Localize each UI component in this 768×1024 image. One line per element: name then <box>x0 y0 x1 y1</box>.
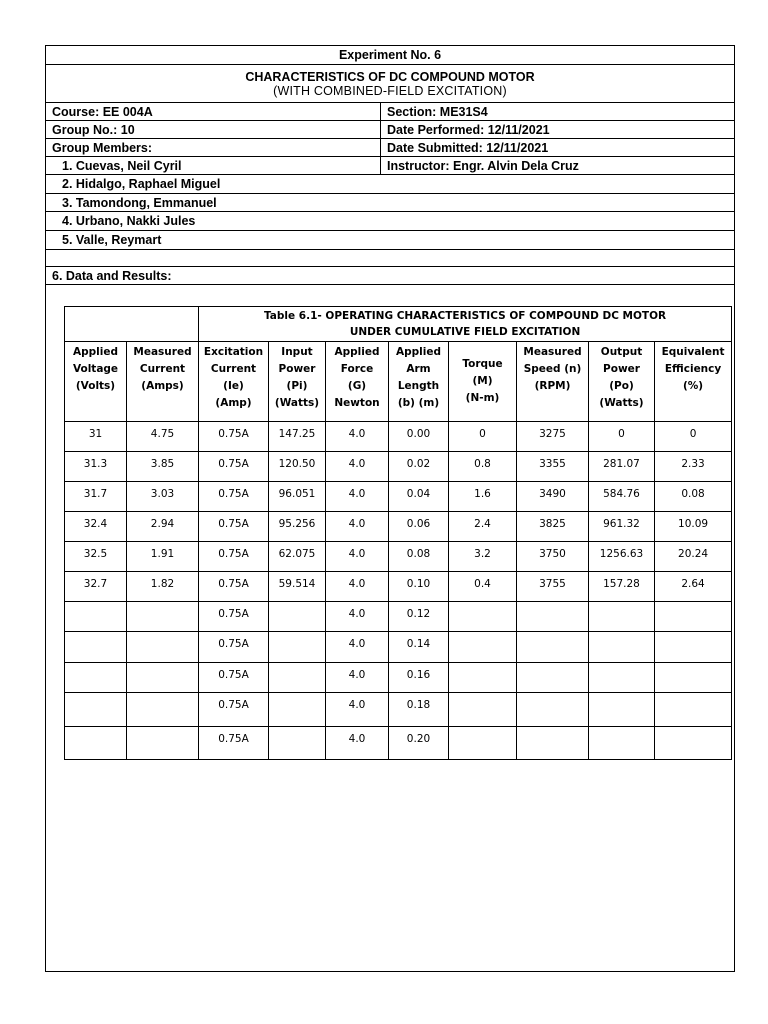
table-cell <box>655 693 732 727</box>
table-row <box>65 602 732 632</box>
column-header <box>127 342 199 422</box>
table-cell <box>65 632 127 663</box>
table-cell: 2.33 <box>655 452 732 482</box>
table-cell: 147.25 <box>269 422 326 452</box>
column-header-line: Newton <box>334 397 380 409</box>
table-cell <box>127 632 199 663</box>
table-cell: 0.12 <box>389 602 449 632</box>
results-table-wrapper <box>64 306 731 760</box>
column-header-line: Measured <box>523 346 582 358</box>
table-cell <box>269 602 326 632</box>
table-cell <box>449 727 517 760</box>
column-header-line: Arm <box>406 363 431 375</box>
column-header-line: (b) (m) <box>397 397 440 409</box>
member-name: 2. Hidalgo, Raphael Miguel <box>62 177 221 191</box>
table-cell: 4.0 <box>326 602 389 632</box>
section-heading: 6. Data and Results: <box>52 268 172 283</box>
table-cell: 281.07 <box>589 452 655 482</box>
table-cell: 4.0 <box>326 663 389 693</box>
table-cell: 31 <box>65 422 127 452</box>
table-cell <box>655 602 732 632</box>
column-header-line: Current <box>210 363 257 375</box>
member-row-2 <box>46 175 734 194</box>
table-cell: 0.75A <box>199 572 269 602</box>
table-row <box>65 572 732 602</box>
section-field: Section: ME31S4 <box>387 104 488 119</box>
table-cell <box>127 663 199 693</box>
blank-row <box>46 250 734 267</box>
table-cell: 31.3 <box>65 452 127 482</box>
table-cell: 4.0 <box>326 422 389 452</box>
column-header-line: (Po) <box>609 380 634 392</box>
table-cell: 4.0 <box>326 512 389 542</box>
table-cell: 3275 <box>517 422 589 452</box>
table-cell <box>655 663 732 693</box>
table-cell <box>589 727 655 760</box>
column-header-line: (Volts) <box>75 380 116 392</box>
table-cell: 0.18 <box>389 693 449 727</box>
table-cell: 62.075 <box>269 542 326 572</box>
table-cell <box>127 727 199 760</box>
table-cell: 0.04 <box>389 482 449 512</box>
table-cell: 0.75A <box>199 422 269 452</box>
column-header <box>517 342 589 422</box>
table-cell: 0.00 <box>389 422 449 452</box>
date-submitted-field: Date Submitted: 12/11/2021 <box>387 140 549 155</box>
table-cell: 95.256 <box>269 512 326 542</box>
title-row <box>46 65 734 103</box>
table-cell: 2.4 <box>449 512 517 542</box>
table-cell: 0 <box>449 422 517 452</box>
experiment-number-row <box>46 46 734 65</box>
table-cell <box>269 632 326 663</box>
column-header-line: (G) <box>347 380 367 392</box>
table-cell <box>269 727 326 760</box>
column-header-line: (Ie) <box>223 380 244 392</box>
table-cell: 157.28 <box>589 572 655 602</box>
column-header-line: Current <box>139 363 186 375</box>
report-subtitle: (WITH COMBINED-FIELD EXCITATION) <box>273 83 507 98</box>
table-cell <box>269 663 326 693</box>
table-cell: 4.0 <box>326 572 389 602</box>
column-header <box>655 342 732 422</box>
table-cell: 0.75A <box>199 632 269 663</box>
column-header-line: (Amps) <box>141 380 184 392</box>
column-header-line: (N-m) <box>465 392 500 404</box>
column-header-line: Applied <box>334 346 380 358</box>
column-header-line: Power <box>278 363 316 375</box>
column-header-line: Length <box>397 380 440 392</box>
course-field: Course: EE 004A <box>46 103 381 120</box>
table-cell: 0.75A <box>199 693 269 727</box>
title-block <box>46 65 734 102</box>
column-header-line: Output <box>600 346 643 358</box>
table-cell <box>65 602 127 632</box>
table-cell: 1256.63 <box>589 542 655 572</box>
table-row <box>65 693 732 727</box>
table-cell: 0.06 <box>389 512 449 542</box>
table-cell <box>449 663 517 693</box>
member-row-4 <box>46 212 734 231</box>
column-header <box>269 342 326 422</box>
table-caption-line-2: UNDER CUMULATIVE FIELD EXCITATION <box>349 326 581 338</box>
table-row <box>65 542 732 572</box>
table-cell: 0.08 <box>655 482 732 512</box>
member-row-5 <box>46 231 734 250</box>
column-header-line: (Amp) <box>215 397 252 409</box>
table-cell: 0.8 <box>449 452 517 482</box>
table-cell: 0.02 <box>389 452 449 482</box>
table-cell <box>517 632 589 663</box>
column-header-line: (Watts) <box>599 397 644 409</box>
table-cell: 0.75A <box>199 602 269 632</box>
table-cell <box>449 693 517 727</box>
table-cell: 31.7 <box>65 482 127 512</box>
column-header <box>449 342 517 422</box>
table-row <box>65 452 732 482</box>
table-cell <box>589 693 655 727</box>
table-cell: 0.14 <box>389 632 449 663</box>
column-header <box>326 342 389 422</box>
table-cell <box>517 663 589 693</box>
table-cell <box>269 693 326 727</box>
table-cell: 1.6 <box>449 482 517 512</box>
column-header <box>199 342 269 422</box>
table-cell <box>517 693 589 727</box>
table-cell <box>449 602 517 632</box>
table-cell <box>589 663 655 693</box>
member-name: 4. Urbano, Nakki Jules <box>62 214 196 228</box>
table-cell: 10.09 <box>655 512 732 542</box>
header-row <box>65 342 732 422</box>
column-header-line: Efficiency <box>664 363 722 375</box>
section-heading-row <box>46 267 734 285</box>
table-cell: 32.5 <box>65 542 127 572</box>
table-cell: 3.2 <box>449 542 517 572</box>
table-row <box>65 482 732 512</box>
table-cell <box>127 693 199 727</box>
table-cell <box>449 632 517 663</box>
table-cell <box>127 602 199 632</box>
table-cell: 3490 <box>517 482 589 512</box>
members-label-row <box>46 139 734 157</box>
table-cell: 0.20 <box>389 727 449 760</box>
table-cell <box>517 727 589 760</box>
table-cell <box>655 632 732 663</box>
column-header-line: Applied <box>73 346 118 358</box>
table-cell <box>65 727 127 760</box>
column-header <box>389 342 449 422</box>
report-title: CHARACTERISTICS OF DC COMPOUND MOTOR <box>245 69 535 84</box>
table-cell: 0 <box>655 422 732 452</box>
column-header-line: Applied <box>396 346 441 358</box>
table-cell: 0.4 <box>449 572 517 602</box>
column-header-line: (M) <box>472 375 493 387</box>
column-header <box>589 342 655 422</box>
column-header-line: Force <box>340 363 374 375</box>
table-cell <box>589 602 655 632</box>
date-performed-field: Date Performed: 12/11/2021 <box>387 122 550 137</box>
table-cell: 3.03 <box>127 482 199 512</box>
column-header-line: Torque <box>462 358 503 370</box>
table-cell <box>65 693 127 727</box>
group-members-label: Group Members: <box>46 139 381 156</box>
table-cell: 0.75A <box>199 663 269 693</box>
instructor-field: Instructor: Engr. Alvin Dela Cruz <box>387 158 579 173</box>
table-row <box>65 512 732 542</box>
table-cell: 32.7 <box>65 572 127 602</box>
column-header-line: Power <box>603 363 640 375</box>
table-caption-line-1: Table 6.1- OPERATING CHARACTERISTICS OF COMPOUND DC MOTOR <box>264 310 667 322</box>
table-cell: 0 <box>589 422 655 452</box>
table-row <box>65 632 732 663</box>
table-cell: 0.16 <box>389 663 449 693</box>
column-header-line: Measured <box>133 346 192 358</box>
table-cell: 2.64 <box>655 572 732 602</box>
table-cell <box>517 602 589 632</box>
table-cell: 4.0 <box>326 452 389 482</box>
member-name: 5. Valle, Reymart <box>62 233 162 247</box>
column-header-line: (Pi) <box>286 380 308 392</box>
column-header-line: (Watts) <box>274 397 320 409</box>
table-cell: 0.75A <box>199 512 269 542</box>
group-row <box>46 121 734 139</box>
table-row <box>65 727 732 760</box>
member-row-1 <box>46 157 734 175</box>
table-cell: 3755 <box>517 572 589 602</box>
table-cell: 20.24 <box>655 542 732 572</box>
table-cell <box>65 663 127 693</box>
table-cell: 4.75 <box>127 422 199 452</box>
column-header-line: Input <box>281 346 313 358</box>
table-cell <box>655 727 732 760</box>
table-cell: 4.0 <box>326 482 389 512</box>
table-cell: 2.94 <box>127 512 199 542</box>
member-name: 3. Tamondong, Emmanuel <box>62 195 217 210</box>
course-row <box>46 103 734 121</box>
table-row <box>65 663 732 693</box>
table-cell: 3750 <box>517 542 589 572</box>
table-cell: 4.0 <box>326 693 389 727</box>
group-number-field: Group No.: 10 <box>46 121 381 138</box>
table-cell: 4.0 <box>326 727 389 760</box>
table-cell: 4.0 <box>326 542 389 572</box>
caption-row <box>65 307 732 342</box>
table-cell: 59.514 <box>269 572 326 602</box>
table-cell: 120.50 <box>269 452 326 482</box>
member-row-3 <box>46 194 734 212</box>
table-cell <box>589 632 655 663</box>
column-header-line: Voltage <box>72 363 119 375</box>
table-cell: 584.76 <box>589 482 655 512</box>
lab-report-sheet <box>45 45 735 972</box>
table-cell: 3.85 <box>127 452 199 482</box>
table-cell: 3355 <box>517 452 589 482</box>
column-header-line: (%) <box>682 380 704 392</box>
table-cell: 961.32 <box>589 512 655 542</box>
experiment-number: Experiment No. 6 <box>338 48 442 62</box>
table-cell: 0.75A <box>199 542 269 572</box>
table-cell: 32.4 <box>65 512 127 542</box>
table-cell: 4.0 <box>326 632 389 663</box>
table-row <box>65 422 732 452</box>
member-name: 1. Cuevas, Neil Cyril <box>46 157 381 174</box>
table-cell: 0.75A <box>199 727 269 760</box>
table-cell: 0.08 <box>389 542 449 572</box>
table-cell: 0.75A <box>199 452 269 482</box>
table-cell: 0.10 <box>389 572 449 602</box>
column-header-line: (RPM) <box>534 380 571 392</box>
column-header-line: Speed (n) <box>523 363 582 375</box>
column-header <box>65 342 127 422</box>
results-table <box>64 306 732 760</box>
table-body <box>65 422 732 760</box>
table-cell: 96.051 <box>269 482 326 512</box>
column-header-line: Equivalent <box>661 346 725 358</box>
table-cell: 1.82 <box>127 572 199 602</box>
table-cell: 0.75A <box>199 482 269 512</box>
table-cell: 1.91 <box>127 542 199 572</box>
column-header-line: Excitation <box>203 346 264 358</box>
table-cell: 3825 <box>517 512 589 542</box>
table-caption <box>199 307 732 342</box>
